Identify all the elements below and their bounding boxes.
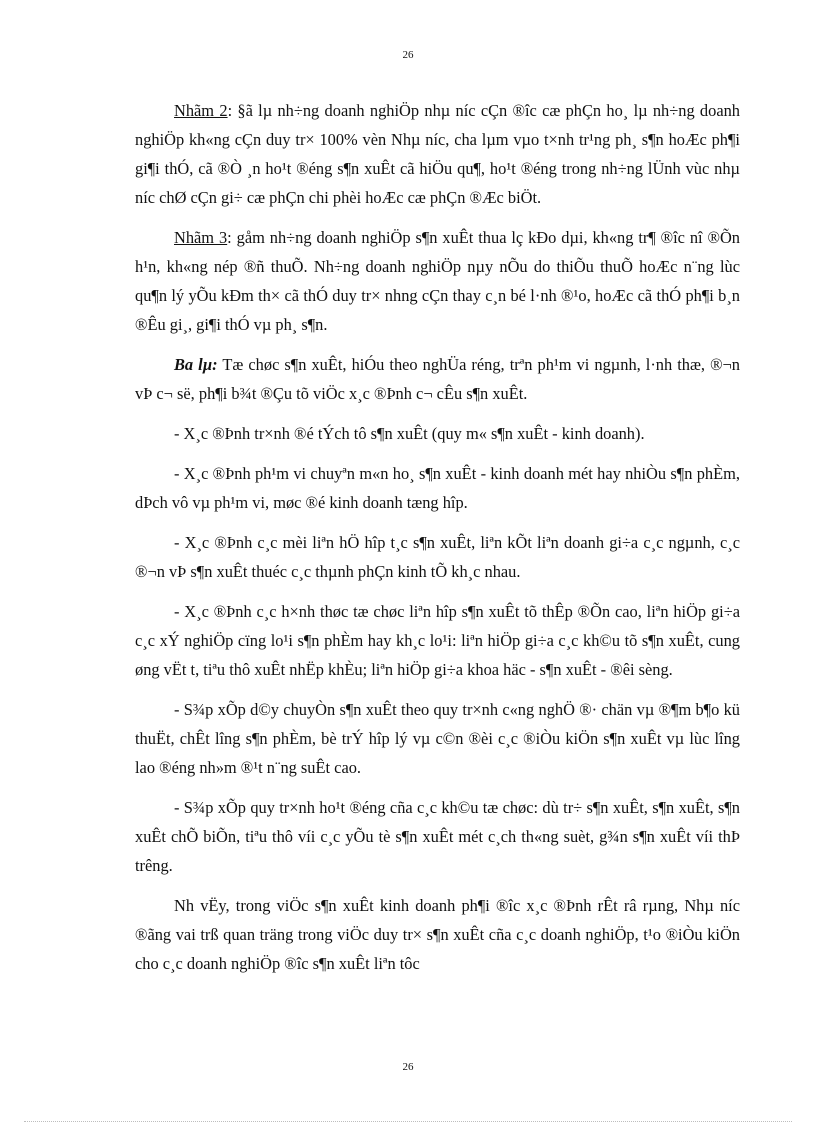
paragraph-conclusion: Nh vËy, trong viÖc s¶n xuÊt kinh doanh ph¶i ®îc x¸c ®Þnh rÊt râ rµng, Nhµ níc ®ãng vai trß quan träng trong viÖc duy tr× s¶n xuÊt cña c¸c doanh nghiÖp, t¹o ®iÒu kiÖn cho c¸c doanh nghiÖp ®îc s¶n xuÊt liªn tôc (135, 896, 740, 973)
paragraph-third-point (135, 350, 740, 408)
third-point-text: Tæ chøc s¶n xuÊt, hiÓu theo nghÜa réng, trªn ph¹m vi ngµnh, l·nh thæ, ®¬n vÞ c¬ së, ph¶i b¾t ®Çu tõ viÖc x¸c ®Þnh c¬ cÊu s¶n xuÊt. (135, 355, 740, 403)
bullet-production-line: - S¾p xÕp d©y chuyÒn s¶n xuÊt theo quy tr×nh c«ng nghÖ ®· chän vµ ®¶m b¶o kü thuËt, chÊt lîng s¶n phÈm, bè trÝ hîp lý vµ c©n ®èi c¸c ®iÒu kiÖn s¶n xuÊt vµ lùc lîng lao ®éng nh»m ®¹t n¨ng suÊt cao. (135, 700, 740, 777)
page-bottom-divider (24, 1121, 792, 1122)
page-number-top: 26 (402, 49, 414, 61)
bullet-cooperation-links: - X¸c ®Þnh c¸c mèi liªn hÖ hîp t¸c s¶n xuÊt, liªn kÕt liªn doanh gi÷a c¸c ngµnh, c¸c ®¬n vÞ s¶n xuÊt thuéc c¸c thµnh phÇn kinh tÕ kh¸c nhau. (135, 533, 740, 581)
bullet-production-scale: - X¸c ®Þnh tr×nh ®é tÝch tô s¶n xuÊt (quy m« s¶n xuÊt - kinh doanh). (174, 424, 645, 443)
third-point-label: Ba lµ: (174, 355, 218, 374)
group-3-label: Nhãm 3 (174, 228, 228, 247)
group-2-label: Nhãm 2 (174, 101, 228, 120)
paragraph-group-3 (135, 223, 740, 339)
bullet-specialization-scope: - X¸c ®Þnh ph¹m vi chuyªn m«n ho¸ s¶n xuÊt - kinh doanh mét hay nhiÒu s¶n phÈm, dÞch vô vµ ph¹m vi, møc ®é kinh doanh tæng hîp. (135, 464, 740, 512)
group-2-text: : §ã lµ nh÷ng doanh nghiÖp nhµ níc cÇn ®îc cæ phÇn ho¸ lµ nh÷ng doanh nghiÖp kh«ng cÇn duy tr× 100% vèn Nhµ níc, cha lµm vµo t×nh tr¹ng ph¸ s¶n hoÆc ph¶i gi¶i thÓ, cã ®Ò ¸n ho¹t ®éng s¶n xuÊt cã hiÖu qu¶, ho¹t ®éng trong nh÷ng lÜnh vùc nhµ níc chØ cÇn gi÷ cæ phÇn chi phèi hoÆc cæ phÇn ®Æc biÖt. (135, 101, 740, 207)
document-body (135, 96, 740, 989)
page-number-bottom: 26 (402, 1061, 414, 1073)
group-3-text: : gåm nh÷ng doanh nghiÖp s¶n xuÊt thua lç kÐo dµi, kh«ng tr¶ ®îc nî ®Õn h¹n, kh«ng nép ®ñ thuÕ. Nh÷ng doanh nghiÖp nµy nÕu do thiÕu thuÕ hoÆc n¨ng lùc qu¶n lý yÕu kÐm th× cã thÓ duy tr× nhng cÇn thay c¸n bé l·nh ®¹o, hoÆc cã thÓ ph¶i b¸n ®Êu gi¸, gi¶i thÓ vµ ph¸ s¶n. (135, 228, 740, 334)
bullet-association-forms: - X¸c ®Þnh c¸c h×nh thøc tæ chøc liªn hîp s¶n xuÊt tõ thÊp ®Õn cao, liªn hiÖp gi÷a c¸c xÝ nghiÖp cïng lo¹i s¶n phÈm hay kh¸c lo¹i: liªn hiÖp gi÷a c¸c kh©u tõ s¶n xuÊt, cung øng vËt t, tiªu thô xuÊt nhËp khÈu; liªn hiÖp gi÷a khoa häc - s¶n xuÊt - ®êi sèng. (135, 602, 740, 679)
paragraph-group-2 (135, 96, 740, 212)
bullet-process-arrangement: - S¾p xÕp quy tr×nh ho¹t ®éng cña c¸c kh©u tæ chøc: dù tr÷ s¶n xuÊt, s¶n xuÊt, s¶n xuÊt chÕ biÕn, tiªu thô víi c¸c yÕu tè s¶n xuÊt mét c¸ch th«ng suèt, g¾n s¶n xuÊt víi thÞ trêng. (135, 798, 740, 875)
